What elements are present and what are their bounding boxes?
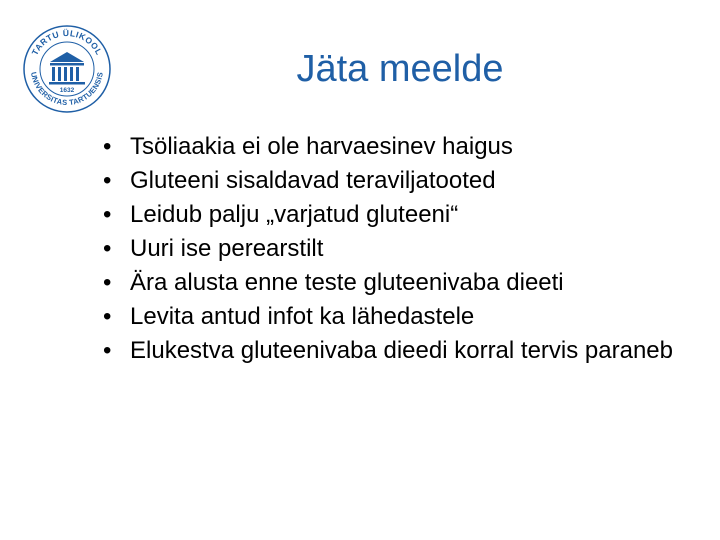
list-item [95, 234, 695, 264]
bullet-icon: • [103, 303, 112, 330]
bullet-text: Leidub palju „varjatud gluteeni“ [130, 201, 459, 228]
list-item [95, 200, 695, 230]
list-item [95, 336, 695, 366]
slide-title: Jäta meelde [296, 48, 504, 90]
svg-text:UNIVERSITAS TARTUENSIS: UNIVERSITAS TARTUENSIS [29, 71, 105, 108]
logo-year: 1632 [59, 87, 75, 94]
bullet-text: Levita antud infot ka lähedastele [130, 303, 475, 330]
bullet-list [95, 132, 695, 370]
bullet-text: Uuri ise perearstilt [130, 235, 324, 262]
bullet-text: Tsöliaakia ei ole harvaesinev haigus [130, 133, 513, 160]
bullet-text: Ära alusta enne teste gluteenivaba dieeti [130, 269, 564, 296]
bullet-icon: • [103, 167, 112, 194]
bullet-icon: • [103, 133, 112, 160]
bullet-icon: • [103, 201, 112, 228]
list-item [95, 268, 695, 298]
bullet-text: Gluteeni sisaldavad teraviljatooted [130, 167, 496, 194]
list-item [95, 302, 695, 332]
university-logo [22, 24, 112, 114]
bullet-icon: • [103, 337, 112, 364]
list-item [95, 132, 695, 162]
bullet-text: Elukestva gluteenivaba dieedi korral tervis paraneb [130, 337, 673, 364]
list-item [95, 166, 695, 196]
svg-text:TARTU ÜLIKOOL: TARTU ÜLIKOOL [29, 27, 105, 57]
bullet-icon: • [103, 235, 112, 262]
bullet-icon: • [103, 269, 112, 296]
